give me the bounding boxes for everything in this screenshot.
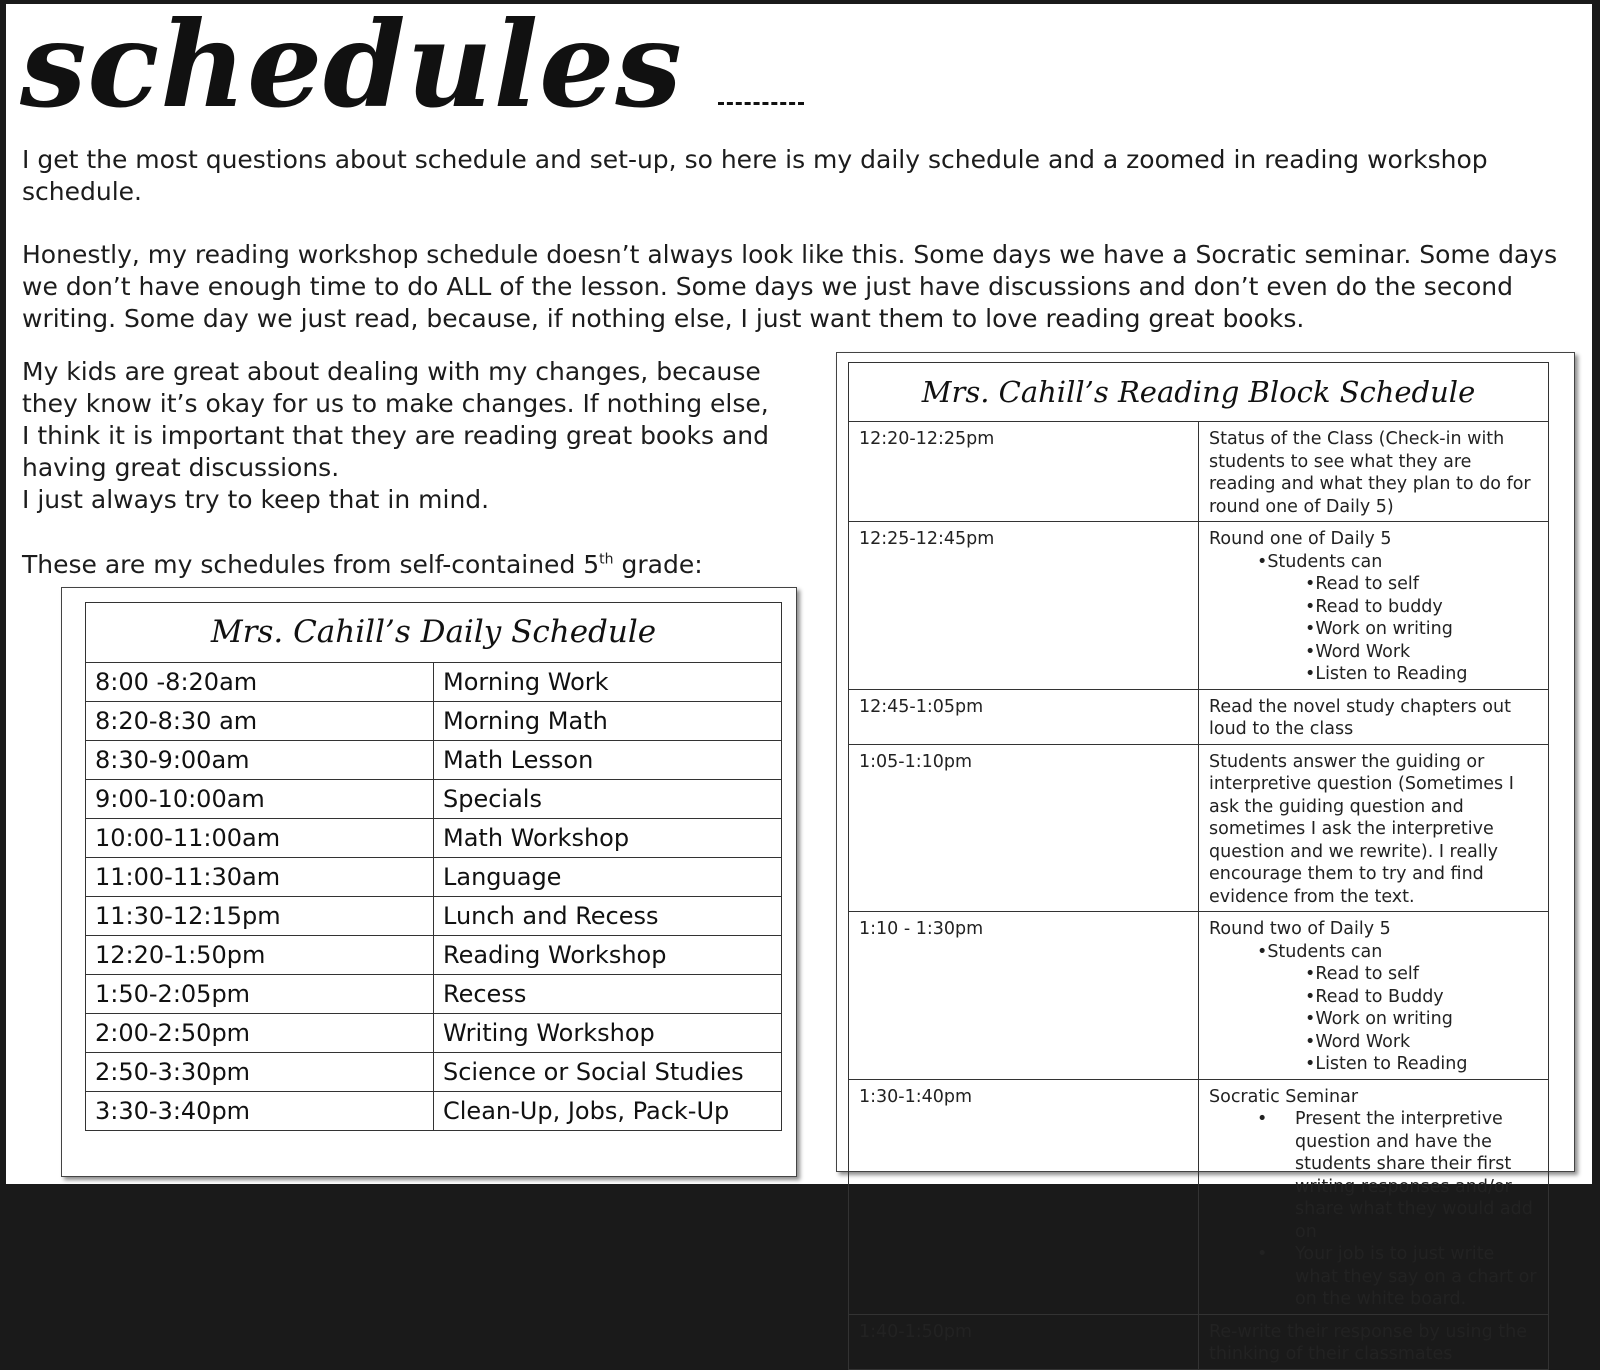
activity-cell: Clean-Up, Jobs, Pack-Up — [434, 1092, 782, 1131]
table-row — [86, 975, 782, 1014]
page-heading: schedules — [20, 0, 683, 134]
time-cell: 8:20-8:30 am — [86, 702, 434, 741]
activity-cell: Recess — [434, 975, 782, 1014]
list-item: •Read to Buddy — [1305, 986, 1444, 1007]
time-cell: 1:50-2:05pm — [86, 975, 434, 1014]
table-row — [849, 1079, 1549, 1314]
table-row — [86, 780, 782, 819]
intro-4-end: grade: — [613, 550, 703, 579]
table-row — [86, 702, 782, 741]
activity-cell — [1199, 1079, 1549, 1314]
activity-cell — [1199, 744, 1549, 912]
time-cell: 9:00-10:00am — [86, 780, 434, 819]
reading-schedule-body — [849, 422, 1549, 1370]
reading-schedule-card — [836, 352, 1575, 1364]
activity-cell: Math Lesson — [434, 741, 782, 780]
table-row — [849, 689, 1549, 744]
time-cell: 12:20-12:25pm — [849, 422, 1199, 522]
intro-4-text: These are my schedules from self-contained 5 — [22, 550, 600, 579]
activity-cell — [1199, 1314, 1549, 1369]
intro-paragraph-2: Honestly, my reading workshop schedule doesn’t always look like this. Some days we have a Socratic seminar. Some days we don’t have enough time to do ALL of the lesson. Some days we just have discussions and don’t even do the second writing. Some day we just read, because, if nothing else, I just want them to love reading great books. — [22, 240, 1558, 333]
table-row — [849, 522, 1549, 690]
sub-header: •Students can — [1257, 551, 1383, 572]
daily-schedule-title: Mrs. Cahill’s Daily Schedule — [86, 603, 782, 663]
table-row — [86, 936, 782, 975]
list-item: •Word Work — [1305, 641, 1411, 662]
time-cell: 12:45-1:05pm — [849, 689, 1199, 744]
daily-schedule-card — [61, 587, 797, 1177]
bullet-item: • Present the interpretive question and have the students share their first writing responses and/or share what they would add on — [1209, 1108, 1540, 1243]
time-cell: 10:00-11:00am — [86, 819, 434, 858]
time-cell: 8:00 -8:20am — [86, 663, 434, 702]
table-row — [849, 422, 1549, 522]
sub-header: •Students can — [1257, 941, 1383, 962]
activity-cell — [1199, 912, 1549, 1080]
list-item: •Listen to Reading — [1305, 664, 1468, 684]
activity-cell: Science or Social Studies — [434, 1053, 782, 1092]
time-cell: 2:50-3:30pm — [86, 1053, 434, 1092]
list-item: •Word Work — [1305, 1031, 1411, 1052]
activity-text: Status of the Class (Check-in with students to see what they are reading and what they plan to do for round one of Daily 5) — [1209, 429, 1531, 517]
activity-cell: Lunch and Recess — [434, 897, 782, 936]
time-cell: 8:30-9:00am — [86, 741, 434, 780]
table-row — [849, 744, 1549, 912]
heading-dashes — [718, 102, 804, 105]
intro-paragraph-3b: I just always try to keep that in mind. — [22, 485, 490, 514]
time-cell: 12:20-1:50pm — [86, 936, 434, 975]
list-item: •Read to buddy — [1305, 596, 1443, 617]
reading-schedule-table — [848, 362, 1549, 1370]
activity-cell — [1199, 689, 1549, 744]
activity-cell: Language — [434, 858, 782, 897]
time-cell: 1:10 - 1:30pm — [849, 912, 1199, 1080]
time-cell: 11:30-12:15pm — [86, 897, 434, 936]
activity-text: Socratic Seminar — [1209, 1086, 1359, 1107]
time-cell: 3:30-3:40pm — [86, 1092, 434, 1131]
time-cell: 1:40-1:50pm — [849, 1314, 1199, 1369]
table-row — [86, 1053, 782, 1092]
activity-cell: Reading Workshop — [434, 936, 782, 975]
bullet-item: • Your job is to just write what they say on a chart or on the white board. — [1209, 1243, 1540, 1311]
table-row — [86, 897, 782, 936]
activity-text: Re-write their response by using the thinking of their classmates — [1209, 1321, 1527, 1364]
daily-schedule-body — [86, 663, 782, 1131]
reading-schedule-title: Mrs. Cahill’s Reading Block Schedule — [849, 363, 1549, 422]
time-cell: 12:25-12:45pm — [849, 522, 1199, 690]
table-row — [86, 819, 782, 858]
intro-paragraph-4 — [22, 549, 782, 581]
activity-cell: Math Workshop — [434, 819, 782, 858]
daily-schedule-table — [85, 602, 782, 1131]
time-cell: 11:00-11:30am — [86, 858, 434, 897]
table-row — [86, 1092, 782, 1131]
activity-cell: Writing Workshop — [434, 1014, 782, 1053]
intro-4-superscript: th — [599, 551, 614, 568]
activity-text: Read the novel study chapters out loud to the class — [1209, 696, 1511, 739]
table-row — [849, 1314, 1549, 1369]
time-cell: 1:30-1:40pm — [849, 1079, 1199, 1314]
intro-paragraph-3 — [22, 356, 782, 516]
time-cell: 2:00-2:50pm — [86, 1014, 434, 1053]
list-item: •Work on writing — [1305, 619, 1453, 639]
intro-paragraph-1: I get the most questions about schedule and set-up, so here is my daily schedule and a zoomed in reading workshop schedule. — [22, 145, 1488, 206]
table-row — [849, 912, 1549, 1080]
table-row — [86, 858, 782, 897]
activity-cell: Morning Math — [434, 702, 782, 741]
activity-text: Round one of Daily 5 — [1209, 529, 1392, 549]
time-cell: 1:05-1:10pm — [849, 744, 1199, 912]
list-item: •Read to self — [1305, 574, 1419, 594]
activity-text: Students answer the guiding or interpretive question (Sometimes I ask the guiding question and sometimes I ask the interpretive question and we rewrite). I really encourage them to try and find evidence from the text. — [1209, 751, 1514, 907]
table-row — [86, 1014, 782, 1053]
table-row — [86, 663, 782, 702]
table-row — [86, 741, 782, 780]
document-page — [6, 0, 1592, 1364]
list-item: •Listen to Reading — [1305, 1054, 1468, 1074]
activity-cell — [1199, 522, 1549, 690]
activity-cell — [1199, 422, 1549, 522]
activity-cell: Specials — [434, 780, 782, 819]
activity-text: Round two of Daily 5 — [1209, 919, 1391, 939]
activity-cell: Morning Work — [434, 663, 782, 702]
list-item: •Read to self — [1305, 964, 1419, 984]
list-item: •Work on writing — [1305, 1009, 1453, 1029]
intro-paragraph-3a: My kids are great about dealing with my changes, because they know it’s okay for us to make changes. If nothing else, I think it is important that they are reading great books and having great discussions. — [22, 357, 770, 482]
